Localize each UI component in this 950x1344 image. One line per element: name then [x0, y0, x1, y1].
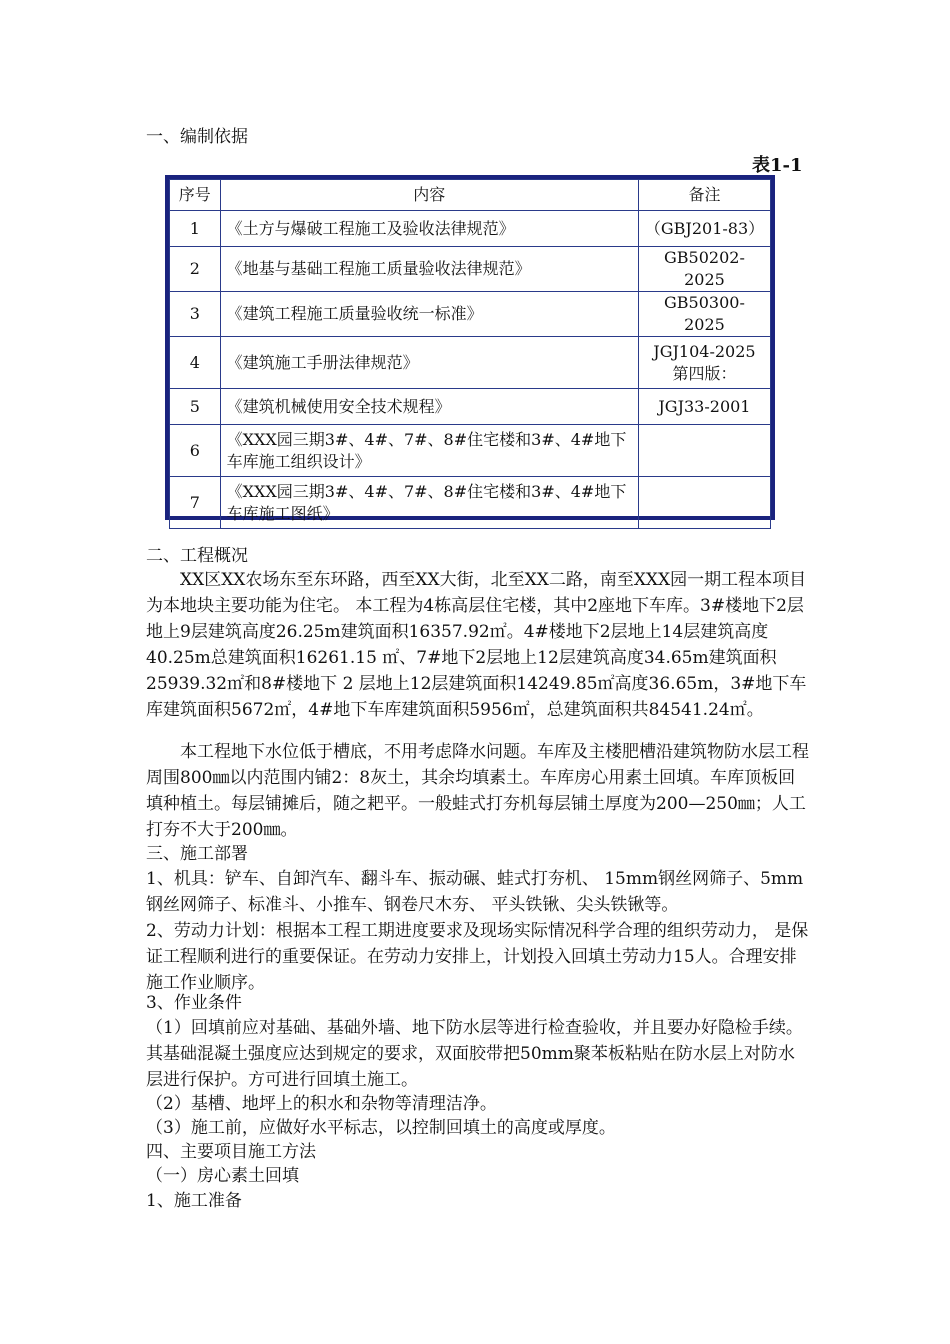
row-no: 4 [170, 337, 221, 389]
row-note [638, 425, 770, 477]
row-no: 5 [170, 389, 221, 425]
methods-step-heading: 1、施工准备 [146, 1191, 242, 1211]
row-content: 《地基与基础工程施工质量验收法律规范》 [220, 247, 638, 292]
work-conditions-title: 3、作业条件 [146, 993, 242, 1013]
row-note: （GBJ201-83） [638, 211, 770, 247]
overview-paragraph-1: XX区XX农场东至东环路，西至XX大街，北至XX二路，南至XXX园一期工程本项目为本地块主要功能为住宅。 本工程为4栋高层住宅楼，其中2座地下车库。3#楼地下2层地上9层建筑高度26.25m建筑面积16357.92㎡。4#楼地下2层地上14层建筑高度40.25m总建筑面积16261.15 ㎡、7#地下2层地上12层建筑高度34.65m建筑面积25939.32㎡和8#楼地下 2 层地上12层建筑面积14249.85㎡高度36.65m，3#地下车库建筑面积5672㎡，4#地下车库建筑面积5956㎡，总建筑面积共84541.24㎡。 [146, 570, 807, 720]
header-no: 序号 [170, 180, 221, 211]
table-caption: 表1-1 [752, 155, 803, 176]
row-content: 《建筑施工手册法律规范》 [220, 337, 638, 389]
basis-table [165, 175, 775, 523]
header-note: 备注 [638, 180, 770, 211]
methods-subheading: （一）房心素土回填 [146, 1166, 299, 1186]
row-note: GB50202-2025 [638, 247, 770, 292]
work-condition-3: （3）施工前，应做好水平标志，以控制回填土的高度或厚度。 [146, 1118, 616, 1138]
section-heading-basis: 一、编制依据 [146, 127, 248, 147]
row-content: 《XXX园三期3#、4#、7#、8#住宅楼和3#、4#地下车库施工组织设计》 [220, 425, 638, 477]
row-content: 《建筑工程施工质量验收统一标准》 [220, 292, 638, 337]
section-heading-deployment: 三、施工部署 [146, 844, 248, 864]
row-content: 《土方与爆破工程施工及验收法律规范》 [220, 211, 638, 247]
row-no: 6 [170, 425, 221, 477]
table-row [170, 292, 771, 337]
row-note: GB50300-2025 [638, 292, 770, 337]
table-row [170, 337, 771, 389]
table-row [170, 425, 771, 477]
work-condition-2: （2）基槽、地坪上的积水和杂物等清理洁净。 [146, 1094, 497, 1114]
table-row [170, 247, 771, 292]
header-content: 内容 [220, 180, 638, 211]
row-note: JGJ104-2025 第四版： [638, 337, 770, 389]
section-heading-overview: 二、工程概况 [146, 546, 248, 566]
row-no: 1 [170, 211, 221, 247]
row-note [638, 477, 770, 529]
row-no: 7 [170, 477, 221, 529]
deployment-machinery: 1、机具：铲车、自卸汽车、翻斗车、振动碾、蛙式打夯机、 15mm钢丝网筛子、5mm钢丝网筛子、标准斗、小推车、钢卷尺木夯、 平头铁锹、尖头铁锹等。 [146, 869, 804, 915]
row-no: 3 [170, 292, 221, 337]
row-note: JGJ33-2001 [638, 389, 770, 425]
deployment-labor: 2、劳动力计划：根据本工程工期进度要求及现场实际情况科学合理的组织劳动力， 是保证工程顺利进行的重要保证。在劳动力安排上，计划投入回填土劳动力15人。合理安排施工作业顺序。 [146, 921, 809, 993]
table-row [170, 389, 771, 425]
overview-paragraph-2: 本工程地下水位低于槽底，不用考虑降水问题。车库及主楼肥槽沿建筑物防水层工程周围800㎜以内范围内铺2：8灰土，其余均填素土。车库房心用素土回填。车库顶板回填种植土。每层铺摊后，随之耙平。一般蛙式打夯机每层铺土厚度为200—250㎜；人工打夯不大于200㎜。 [146, 742, 809, 840]
section-heading-methods: 四、主要项目施工方法 [146, 1142, 316, 1162]
row-content: 《XXX园三期3#、4#、7#、8#住宅楼和3#、4#地下车库施工图纸》 [220, 477, 638, 529]
table-row [170, 211, 771, 247]
table-header-row [170, 180, 771, 211]
row-content: 《建筑机械使用安全技术规程》 [220, 389, 638, 425]
work-condition-1: （1）回填前应对基础、基础外墙、地下防水层等进行检查验收，并且要办好隐检手续。其基础混凝土强度应达到规定的要求，双面胶带把50mm聚苯板粘贴在防水层上对防水层进行保护。方可进行回填土施工。 [146, 1018, 803, 1090]
row-no: 2 [170, 247, 221, 292]
table-row [170, 477, 771, 529]
